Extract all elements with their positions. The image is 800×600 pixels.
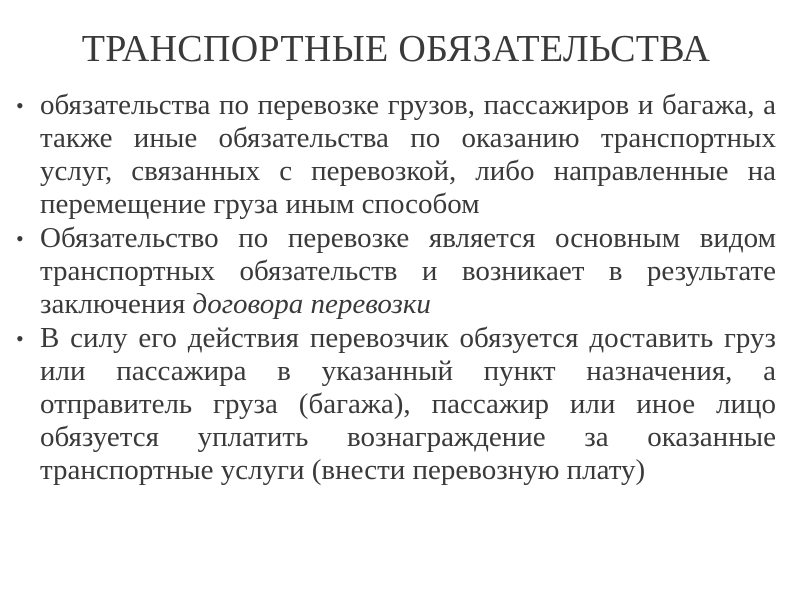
slide-title: ТРАНСПОРТНЫЕ ОБЯЗАТЕЛЬСТВА	[81, 28, 711, 70]
bullet-item	[16, 89, 776, 221]
bullet-icon: •	[16, 92, 24, 118]
bullet-icon: •	[16, 325, 24, 351]
bullet-icon: •	[16, 225, 24, 251]
bullet-item	[16, 222, 776, 321]
bullet-emphasis-term: договора перевозки	[192, 287, 431, 320]
bullet-text: В силу его действия перевозчик обязуется доставить груз или пассажира в указанный пункт назначения, а отправитель груза (багажа), пассажир или иное лицо обязуется уплатить вознаграждение за оказанные транспортные услуги (внести перевозную плату)	[40, 321, 776, 486]
bullet-text: обязательства по перевозке грузов, пассажиров и багажа, а также иные обязательства по оказанию транспортных услуг, связанных с перевозкой, либо направленные на перемещение груза иным способом	[40, 88, 776, 220]
bullet-item	[16, 322, 776, 487]
bullet-list	[16, 89, 776, 487]
bullet-text: Обязательство по перевозке является основным видом транспортных обязательств и возникает в результате заключения	[40, 221, 776, 320]
